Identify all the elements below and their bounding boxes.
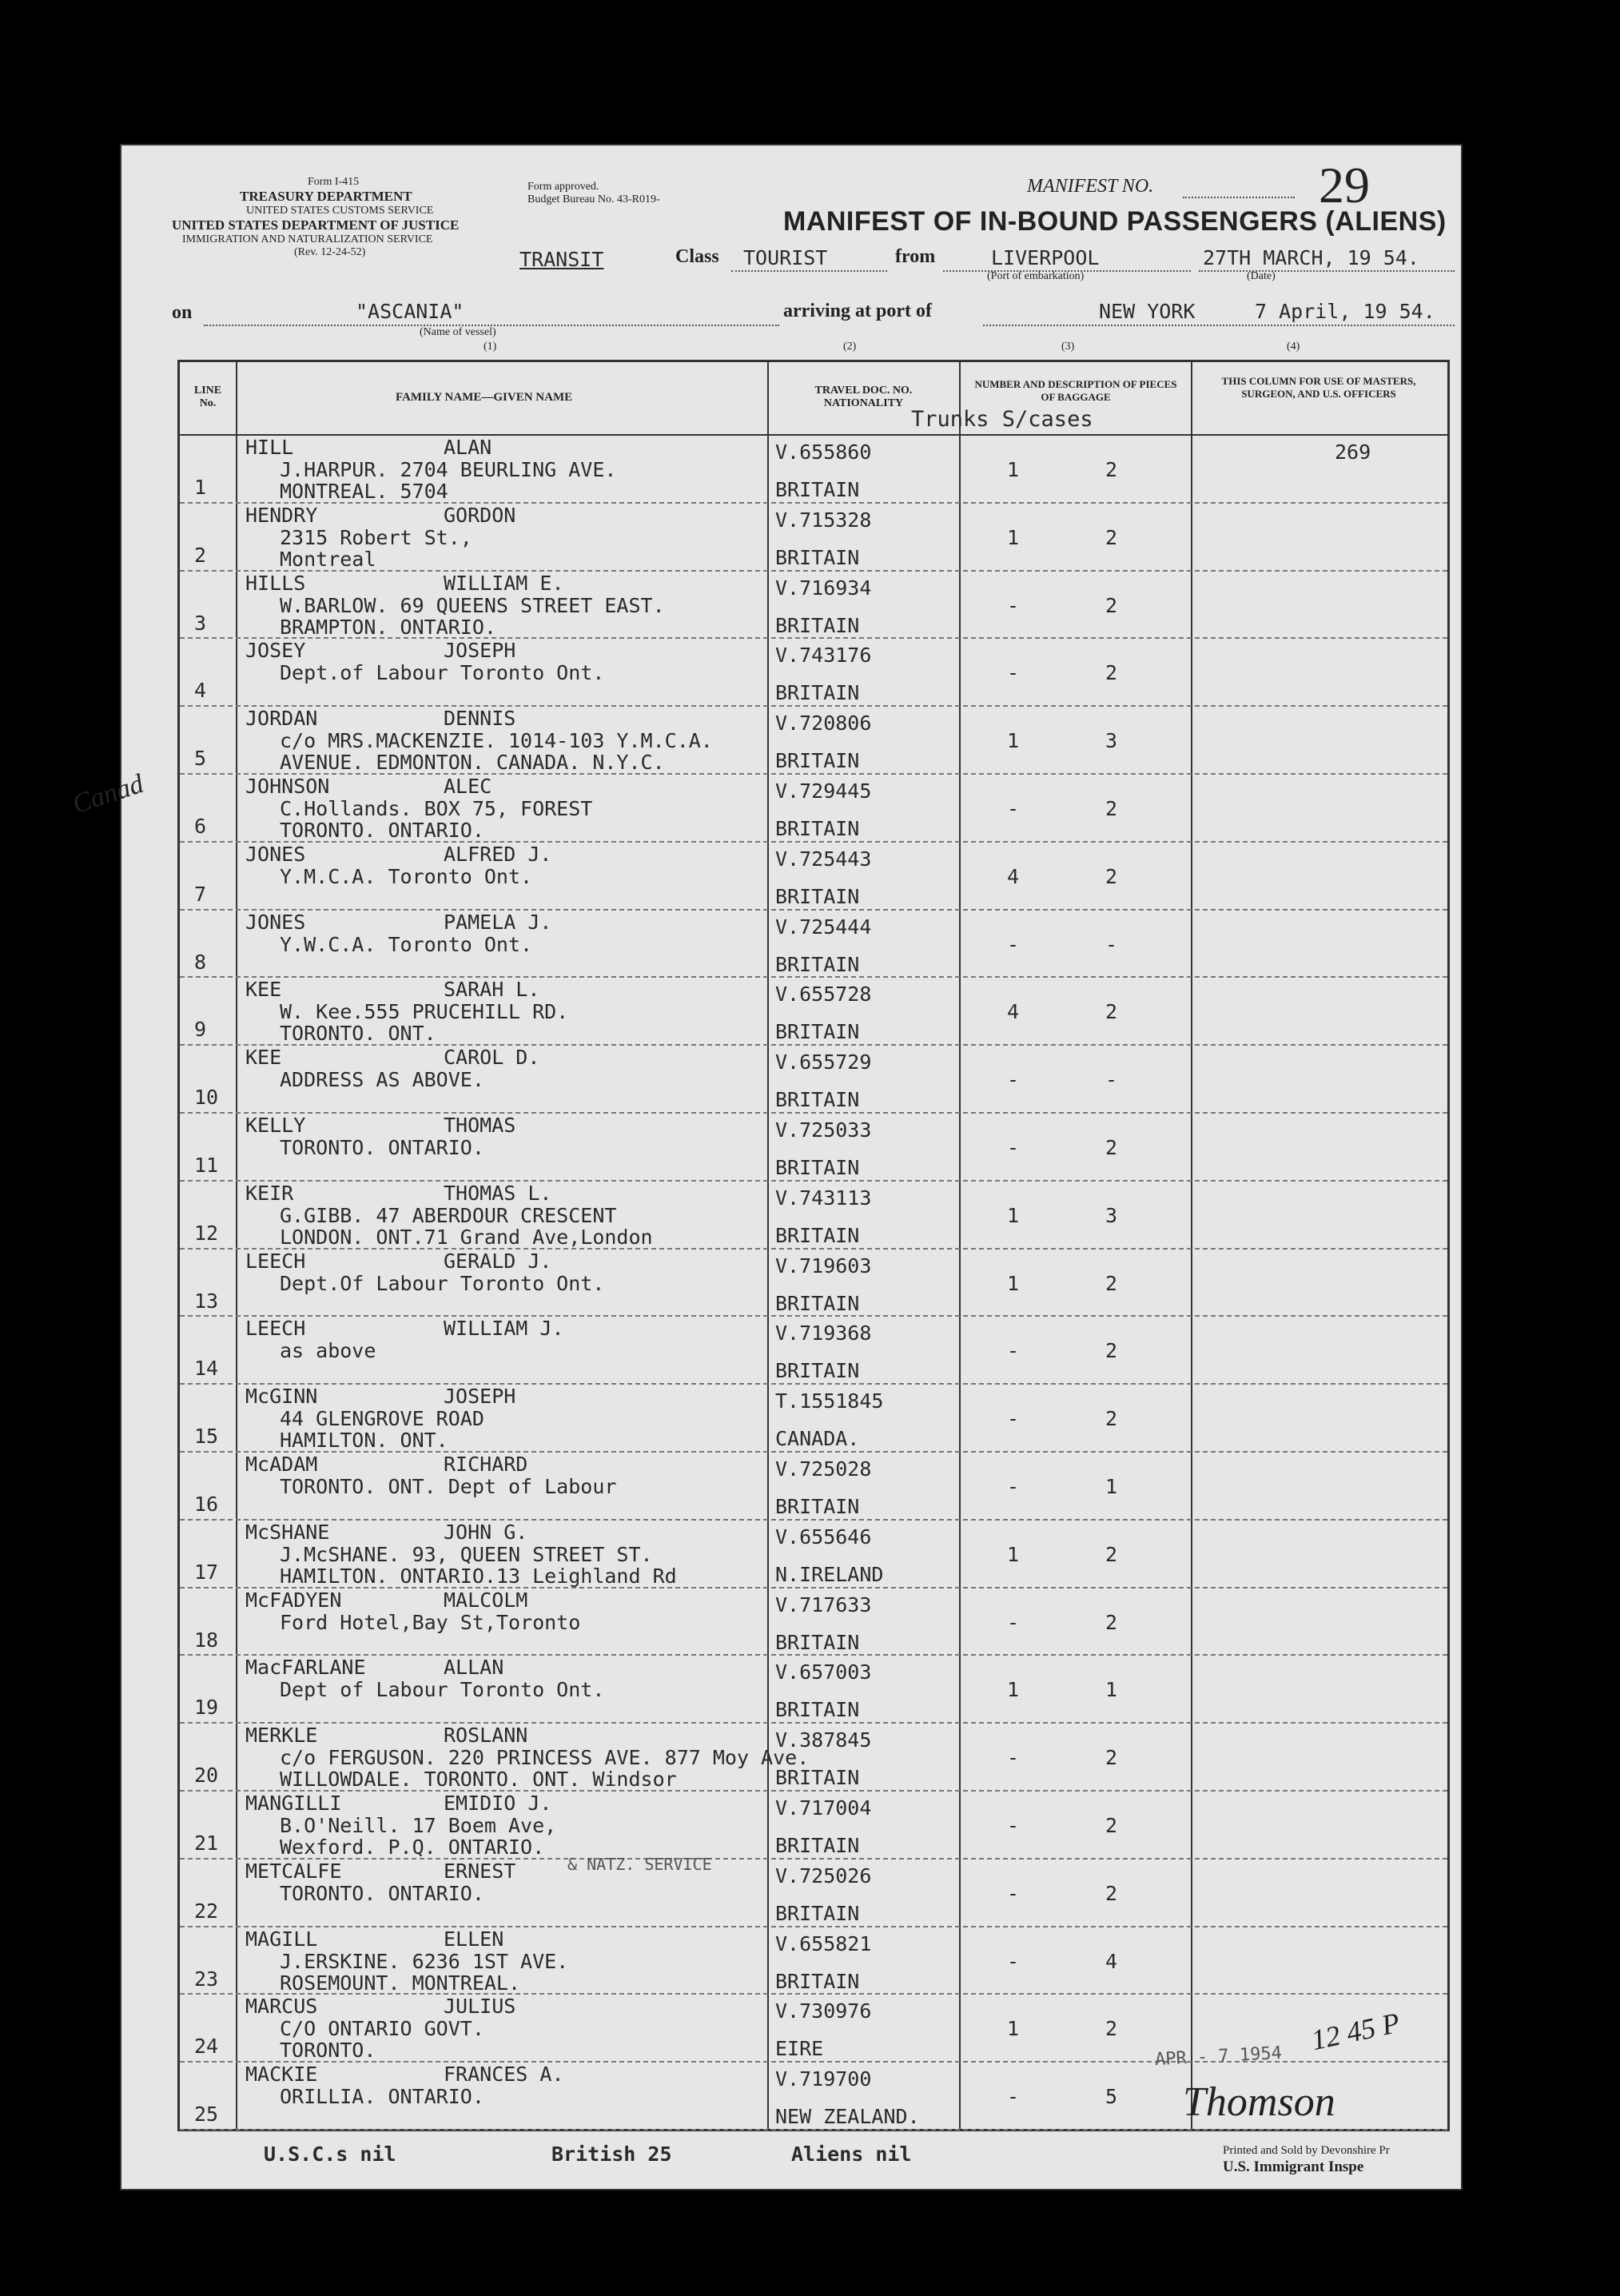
cases-count: 2 xyxy=(1105,1814,1118,1837)
col-num-3: (3) xyxy=(1061,341,1075,353)
table-row xyxy=(180,1044,1447,1114)
given-name: WILLIAM J. xyxy=(444,1317,564,1341)
trunks-count: 1 xyxy=(1007,458,1020,481)
table-row xyxy=(180,1790,1447,1860)
footer-printer: Printed and Sold by Devonshire Pr xyxy=(1223,2144,1390,2157)
trunks-count: 4 xyxy=(1007,864,1020,888)
manifest-page xyxy=(69,144,1463,2190)
line-number: 6 xyxy=(194,815,207,838)
table-row xyxy=(180,1654,1447,1724)
travel-doc-number: V.729445 xyxy=(775,779,872,803)
family-name: MANGILLI xyxy=(245,1792,342,1815)
nationality: BRITAIN xyxy=(775,1156,860,1179)
family-name: LEECH xyxy=(245,1249,306,1273)
trunks-count: - xyxy=(1007,932,1020,956)
table-row xyxy=(180,637,1447,707)
nationality: CANADA. xyxy=(775,1427,860,1451)
vessel-caption: (Name of vessel) xyxy=(420,326,496,338)
travel-doc-number: V.387845 xyxy=(775,1728,872,1752)
family-name: JOSEY xyxy=(245,639,306,663)
line-number: 20 xyxy=(194,1764,219,1788)
trunks-count: 1 xyxy=(1007,525,1020,549)
given-name: ALLAN xyxy=(444,1656,504,1680)
trunks-count: - xyxy=(1007,2085,1020,2109)
trunks-count: - xyxy=(1007,1610,1020,1634)
nationality: BRITAIN xyxy=(775,1359,860,1383)
col-num-2: (2) xyxy=(843,341,857,353)
cases-count: 2 xyxy=(1105,1271,1118,1295)
address-line-1: Dept.Of Labour Toronto Ont. xyxy=(280,1271,605,1295)
address-line-2: TORONTO. ONTARIO. xyxy=(280,819,484,842)
punch-hole xyxy=(42,1557,78,1594)
footer-aliens: Aliens nil xyxy=(791,2143,912,2166)
nationality: BRITAIN xyxy=(775,952,860,976)
family-name: JONES xyxy=(245,910,306,934)
cases-count: 1 xyxy=(1105,1475,1118,1498)
trunks-count: - xyxy=(1007,1814,1020,1837)
address-line-1: J.HARPUR. 2704 BEURLING AVE. xyxy=(280,458,617,481)
table-row xyxy=(180,773,1447,843)
line-number: 4 xyxy=(194,679,207,703)
table-row xyxy=(180,841,1447,911)
table-row xyxy=(180,570,1447,640)
address-line-2: MONTREAL. 5704 xyxy=(280,480,448,503)
given-name: ERNEST xyxy=(444,1859,516,1883)
budget-bureau: Budget Bureau No. 43-R019- xyxy=(527,193,660,205)
table-row xyxy=(180,1315,1447,1385)
given-name: THOMAS L. xyxy=(444,1181,552,1205)
address-line-1: c/o MRS.MACKENZIE. 1014-103 Y.M.C.A. xyxy=(280,729,713,753)
manifest-title: MANIFEST OF IN-BOUND PASSENGERS (ALIENS) xyxy=(783,206,1447,237)
nationality: BRITAIN xyxy=(775,1020,860,1044)
given-name: EMIDIO J. xyxy=(444,1792,552,1815)
footer-british: British 25 xyxy=(551,2143,672,2166)
family-name: HENDRY xyxy=(245,503,318,527)
family-name: McADAM xyxy=(245,1453,318,1476)
family-name: JONES xyxy=(245,842,306,866)
nationality: BRITAIN xyxy=(775,613,860,637)
customs-service: UNITED STATES CUSTOMS SERVICE xyxy=(246,205,434,217)
trunks-count: 1 xyxy=(1007,1271,1020,1295)
cases-count: 2 xyxy=(1105,458,1118,481)
line-number: 13 xyxy=(194,1289,219,1313)
address-line-1: C/O ONTARIO GOVT. xyxy=(280,2017,484,2041)
line-number: 21 xyxy=(194,1832,219,1855)
trunks-count: - xyxy=(1007,1136,1020,1159)
family-name: JOHNSON xyxy=(245,775,330,798)
travel-doc-number: V.717633 xyxy=(775,1592,872,1616)
trunks-count: 1 xyxy=(1007,1542,1020,1566)
address-line-2: ROSEMOUNT. MONTREAL. xyxy=(280,1971,521,1995)
family-name: KEIR xyxy=(245,1181,294,1205)
family-name: MARCUS xyxy=(245,1995,318,2019)
form-approved: Form approved. xyxy=(527,181,599,193)
table-row xyxy=(180,705,1447,775)
given-name: JOSEPH xyxy=(444,1385,516,1409)
address-line-2: TORONTO. ONT. xyxy=(280,1022,436,1046)
address-line-2: BRAMPTON. ONTARIO. xyxy=(280,615,496,639)
travel-doc-number: V.719700 xyxy=(775,2067,872,2091)
col-num-1: (1) xyxy=(484,341,497,353)
table-row xyxy=(180,1112,1447,1182)
address-line-2: HAMILTON. ONT. xyxy=(280,1429,448,1453)
travel-doc-number: V.657003 xyxy=(775,1660,872,1684)
table-row xyxy=(180,976,1447,1046)
travel-doc-number: V.715328 xyxy=(775,508,872,532)
address-line-2: HAMILTON. ONTARIO.13 Leighland Rd xyxy=(280,1564,677,1588)
manifest-number: 29 xyxy=(1319,157,1370,213)
table-row xyxy=(180,1587,1447,1656)
table-row xyxy=(180,1722,1447,1792)
address-line-1: as above xyxy=(280,1339,376,1363)
given-name: JULIUS xyxy=(444,1995,516,2019)
line-number: 12 xyxy=(194,1221,219,1245)
travel-doc-number: V.655729 xyxy=(775,1050,872,1074)
class-value: TOURIST xyxy=(743,246,828,269)
arrival-date: 7 April, 19 54. xyxy=(1255,300,1435,323)
arrival-port: NEW YORK xyxy=(1099,300,1196,323)
travel-doc-number: V.719368 xyxy=(775,1321,872,1345)
table-row xyxy=(180,1451,1447,1521)
line-number: 22 xyxy=(194,1899,219,1923)
address-line-1: C.Hollands. BOX 75, FOREST xyxy=(280,797,593,820)
transit-label: TRANSIT xyxy=(519,248,604,271)
department-of-justice: UNITED STATES DEPARTMENT OF JUSTICE xyxy=(172,217,460,233)
nationality: BRITAIN xyxy=(775,1969,860,1993)
nationality: BRITAIN xyxy=(775,545,860,569)
header-line-no: LINE No. xyxy=(193,385,222,409)
trunks-count: - xyxy=(1007,1746,1020,1770)
table-row xyxy=(180,502,1447,572)
address-line-1: Dept.of Labour Toronto Ont. xyxy=(280,661,605,685)
given-name: THOMAS xyxy=(444,1114,516,1137)
trunks-count: - xyxy=(1007,1339,1020,1363)
arriving-label: arriving at port of xyxy=(783,301,932,321)
cases-count: - xyxy=(1105,932,1118,956)
nationality: BRITAIN xyxy=(775,1901,860,1925)
nationality: BRITAIN xyxy=(775,1698,860,1722)
given-name: MALCOLM xyxy=(444,1588,528,1612)
punch-hole xyxy=(42,672,78,708)
trunks-count: 4 xyxy=(1007,1000,1020,1024)
trunks-count: - xyxy=(1007,1949,1020,1973)
travel-doc-number: V.720806 xyxy=(775,712,872,735)
table-row xyxy=(180,1926,1447,1995)
header-baggage-sub: Trunks S/cases xyxy=(911,407,1093,432)
trunks-count: 1 xyxy=(1007,729,1020,753)
cases-count: 3 xyxy=(1105,729,1118,753)
line-number: 18 xyxy=(194,1628,219,1652)
given-name: PAMELA J. xyxy=(444,910,552,934)
table-row xyxy=(180,1858,1447,1927)
punch-hole xyxy=(42,1919,78,1955)
family-name: HILL xyxy=(245,436,294,459)
travel-doc-number: T.1551845 xyxy=(775,1389,884,1413)
address-line-1: TORONTO. ONTARIO. xyxy=(280,1881,484,1905)
nationality: BRITAIN xyxy=(775,1088,860,1112)
address-line-1: TORONTO. ONTARIO. xyxy=(280,1136,484,1159)
address-line-1: Ford Hotel,Bay St,Toronto xyxy=(280,1610,581,1634)
nationality: NEW ZEALAND. xyxy=(775,2105,920,2129)
family-name: MacFARLANE xyxy=(245,1656,366,1680)
immigration-service: IMMIGRATION AND NATURALIZATION SERVICE xyxy=(182,233,433,245)
address-line-1: Y.M.C.A. Toronto Ont. xyxy=(280,864,533,888)
nationality: BRITAIN xyxy=(775,1766,860,1790)
nationality: EIRE xyxy=(775,2037,824,2061)
margin-note: Canad xyxy=(69,768,148,820)
given-name: WILLIAM E. xyxy=(444,571,564,595)
trunks-count: - xyxy=(1007,797,1020,820)
cases-count: 4 xyxy=(1105,1949,1118,1973)
trunks-count: 1 xyxy=(1007,2017,1020,2041)
line-number: 10 xyxy=(194,1086,219,1110)
nationality: BRITAIN xyxy=(775,1291,860,1315)
line-number: 25 xyxy=(194,2103,219,2127)
stamp-service: & NATZ. SERVICE xyxy=(567,1855,712,1874)
table-row xyxy=(180,1248,1447,1317)
footer-uscs: U.S.C.s nil xyxy=(264,2143,396,2166)
travel-doc-number: V.719603 xyxy=(775,1254,872,1278)
family-name: METCALFE xyxy=(245,1859,342,1883)
passenger-table xyxy=(177,360,1450,2131)
address-line-1: J.ERSKINE. 6236 1ST AVE. xyxy=(280,1949,569,1973)
nationality: BRITAIN xyxy=(775,1630,860,1654)
address-line-2: LONDON. ONT.71 Grand Ave,London xyxy=(280,1225,653,1249)
address-line-1: ADDRESS AS ABOVE. xyxy=(280,1068,484,1092)
cases-count: 2 xyxy=(1105,1339,1118,1363)
given-name: RICHARD xyxy=(444,1453,528,1476)
cases-count: 2 xyxy=(1105,593,1118,617)
cases-count: 2 xyxy=(1105,1136,1118,1159)
line-number: 17 xyxy=(194,1560,219,1584)
cases-count: 2 xyxy=(1105,864,1118,888)
given-name: ELLEN xyxy=(444,1927,504,1951)
from-label: from xyxy=(895,246,936,267)
col-num-4: (4) xyxy=(1287,341,1300,353)
travel-doc-number: V.725033 xyxy=(775,1118,872,1142)
address-line-1: W.BARLOW. 69 QUEENS STREET EAST. xyxy=(280,593,665,617)
line-number: 8 xyxy=(194,950,207,974)
nationality: BRITAIN xyxy=(775,817,860,840)
given-name: CAROL D. xyxy=(444,1046,540,1070)
address-line-1: 44 GLENGROVE ROAD xyxy=(280,1407,484,1431)
travel-doc-number: V.717004 xyxy=(775,1796,872,1820)
cases-count: 2 xyxy=(1105,525,1118,549)
departure-date: 27TH MARCH, 19 54. xyxy=(1203,246,1419,269)
line-number: 24 xyxy=(194,2035,219,2059)
nationality: N.IRELAND xyxy=(775,1562,884,1586)
line-number: 23 xyxy=(194,1967,219,1991)
address-line-2: Montreal xyxy=(280,547,376,571)
cases-count: 2 xyxy=(1105,1407,1118,1431)
line-number: 11 xyxy=(194,1154,219,1177)
trunks-count: - xyxy=(1007,1881,1020,1905)
family-name: KEE xyxy=(245,1046,282,1070)
given-name: JOSEPH xyxy=(444,639,516,663)
address-line-2: TORONTO. xyxy=(280,2039,376,2063)
address-line-1: G.GIBB. 47 ABERDOUR CRESCENT xyxy=(280,1203,617,1227)
travel-doc-number: V.743113 xyxy=(775,1186,872,1210)
line-number: 16 xyxy=(194,1493,219,1516)
trunks-count: 1 xyxy=(1007,1203,1020,1227)
given-name: GORDON xyxy=(444,503,516,527)
given-name: ALAN xyxy=(444,436,492,459)
cases-count: 2 xyxy=(1105,1542,1118,1566)
given-name: GERALD J. xyxy=(444,1249,552,1273)
table-row xyxy=(180,1180,1447,1250)
family-name: McFADYEN xyxy=(245,1588,342,1612)
family-name: MACKIE xyxy=(245,2063,318,2087)
address-line-1: TORONTO. ONT. Dept of Labour xyxy=(280,1475,617,1498)
table-row xyxy=(180,1519,1447,1588)
address-line-1: 2315 Robert St., xyxy=(280,525,472,549)
address-line-1: J.McSHANE. 93, QUEEN STREET ST. xyxy=(280,1542,653,1566)
stamp-date: APR - 7 1954 xyxy=(1154,2043,1283,2071)
on-label: on xyxy=(172,302,193,323)
nationality: BRITAIN xyxy=(775,1834,860,1857)
class-label: Class xyxy=(675,246,719,267)
address-line-1: Y.W.C.A. Toronto Ont. xyxy=(280,932,533,956)
cases-count: 3 xyxy=(1105,1203,1118,1227)
family-name: MAGILL xyxy=(245,1927,318,1951)
cases-count: 2 xyxy=(1105,2017,1118,2041)
header-travel-doc: TRAVEL DOC. NO. NATIONALITY xyxy=(814,385,913,409)
family-name: MERKLE xyxy=(245,1724,318,1748)
travel-doc-number: V.730976 xyxy=(775,1999,872,2023)
inspector-signature: Thomson xyxy=(1183,2079,1335,2125)
given-name: ALEC xyxy=(444,775,492,798)
vessel-name: "ASCANIA" xyxy=(356,300,464,323)
trunks-count: - xyxy=(1007,593,1020,617)
family-name: HILLS xyxy=(245,571,306,595)
date-caption: (Date) xyxy=(1247,270,1276,282)
line-number: 2 xyxy=(194,543,207,567)
line-number: 7 xyxy=(194,882,207,906)
cases-count: 1 xyxy=(1105,1678,1118,1702)
family-name: KEE xyxy=(245,978,282,1002)
header-baggage: NUMBER AND DESCRIPTION OF PIECES OF BAGGAGE xyxy=(974,378,1177,403)
line-number: 14 xyxy=(194,1357,219,1381)
address-line-1: c/o FERGUSON. 220 PRINCESS AVE. 877 Moy Ave. xyxy=(280,1746,810,1770)
nationality: BRITAIN xyxy=(775,681,860,705)
trunks-count: - xyxy=(1007,1068,1020,1092)
line-number: 3 xyxy=(194,611,207,635)
cases-count: 2 xyxy=(1105,797,1118,820)
punch-hole xyxy=(42,1227,78,1264)
line-number: 9 xyxy=(194,1018,207,1042)
line-number: 19 xyxy=(194,1696,219,1720)
cases-count: - xyxy=(1105,1068,1118,1092)
given-name: JOHN G. xyxy=(444,1520,528,1544)
nationality: BRITAIN xyxy=(775,478,860,501)
punch-hole xyxy=(42,915,78,952)
given-name: DENNIS xyxy=(444,707,516,731)
given-name: ALFRED J. xyxy=(444,842,552,866)
travel-doc-number: V.725028 xyxy=(775,1457,872,1481)
address-line-1: B.O'Neill. 17 Boem Ave, xyxy=(280,1814,557,1837)
travel-doc-number: V.725444 xyxy=(775,915,872,939)
cases-count: 2 xyxy=(1105,1000,1118,1024)
officer-note: 269 xyxy=(1335,440,1371,464)
cases-count: 5 xyxy=(1105,2085,1118,2109)
cases-count: 2 xyxy=(1105,1746,1118,1770)
address-line-1: ORILLIA. ONTARIO. xyxy=(280,2085,484,2109)
embarkation-port: LIVERPOOL xyxy=(991,246,1100,269)
port-caption: (Port of embarkation) xyxy=(987,270,1085,282)
manifest-number-label: MANIFEST NO. xyxy=(1027,176,1154,197)
travel-doc-number: V.716934 xyxy=(775,576,872,600)
nationality: BRITAIN xyxy=(775,884,860,908)
punch-hole xyxy=(42,202,78,239)
line-number: 1 xyxy=(194,476,207,499)
address-line-2: Wexford. P.Q. ONTARIO. xyxy=(280,1836,545,1859)
family-name: KELLY xyxy=(245,1114,306,1137)
travel-doc-number: V.655728 xyxy=(775,983,872,1006)
line-number: 15 xyxy=(194,1425,219,1449)
punch-hole xyxy=(42,313,78,350)
travel-doc-number: V.725026 xyxy=(775,1864,872,1887)
cases-count: 2 xyxy=(1105,1610,1118,1634)
trunks-count: - xyxy=(1007,1475,1020,1498)
travel-doc-number: V.655860 xyxy=(775,440,872,464)
line-number: 5 xyxy=(194,747,207,771)
form-number: Form I-415 xyxy=(308,176,360,188)
address-line-2: WILLOWDALE. TORONTO. ONT. Windsor xyxy=(280,1768,677,1792)
punch-hole xyxy=(42,2040,78,2077)
form-revision: (Rev. 12-24-52) xyxy=(294,246,366,258)
treasury-department: TREASURY DEPARTMENT xyxy=(240,189,412,204)
nationality: BRITAIN xyxy=(775,1223,860,1247)
family-name: JORDAN xyxy=(245,707,318,731)
table-row xyxy=(180,909,1447,979)
table-row xyxy=(180,1383,1447,1453)
cases-count: 2 xyxy=(1105,661,1118,685)
cases-count: 2 xyxy=(1105,1881,1118,1905)
trunks-count: - xyxy=(1007,661,1020,685)
given-name: FRANCES A. xyxy=(444,2063,564,2087)
address-line-2: AVENUE. EDMONTON. CANADA. N.Y.C. xyxy=(280,751,665,775)
nationality: BRITAIN xyxy=(775,1495,860,1518)
footer-inspector: U.S. Immigrant Inspe xyxy=(1223,2158,1364,2175)
family-name: McGINN xyxy=(245,1385,318,1409)
travel-doc-number: V.743176 xyxy=(775,644,872,668)
family-name: McSHANE xyxy=(245,1520,330,1544)
address-line-1: W. Kee.555 PRUCEHILL RD. xyxy=(280,1000,569,1024)
header-name: FAMILY NAME—GIVEN NAME xyxy=(396,391,573,404)
given-name: SARAH L. xyxy=(444,978,540,1002)
header-officers: THIS COLUMN FOR USE OF MASTERS, SURGEON, AND U.S. OFFICERS xyxy=(1221,375,1416,400)
trunks-count: - xyxy=(1007,1407,1020,1431)
nationality: BRITAIN xyxy=(775,749,860,773)
travel-doc-number: V.725443 xyxy=(775,847,872,871)
travel-doc-number: V.655821 xyxy=(775,1931,872,1955)
address-line-1: Dept of Labour Toronto Ont. xyxy=(280,1678,605,1702)
trunks-count: 1 xyxy=(1007,1678,1020,1702)
stamp-time: 12 45 P xyxy=(1308,2006,1403,2057)
travel-doc-number: V.655646 xyxy=(775,1525,872,1549)
given-name: ROSLANN xyxy=(444,1724,528,1748)
table-row xyxy=(180,434,1447,504)
family-name: LEECH xyxy=(245,1317,306,1341)
